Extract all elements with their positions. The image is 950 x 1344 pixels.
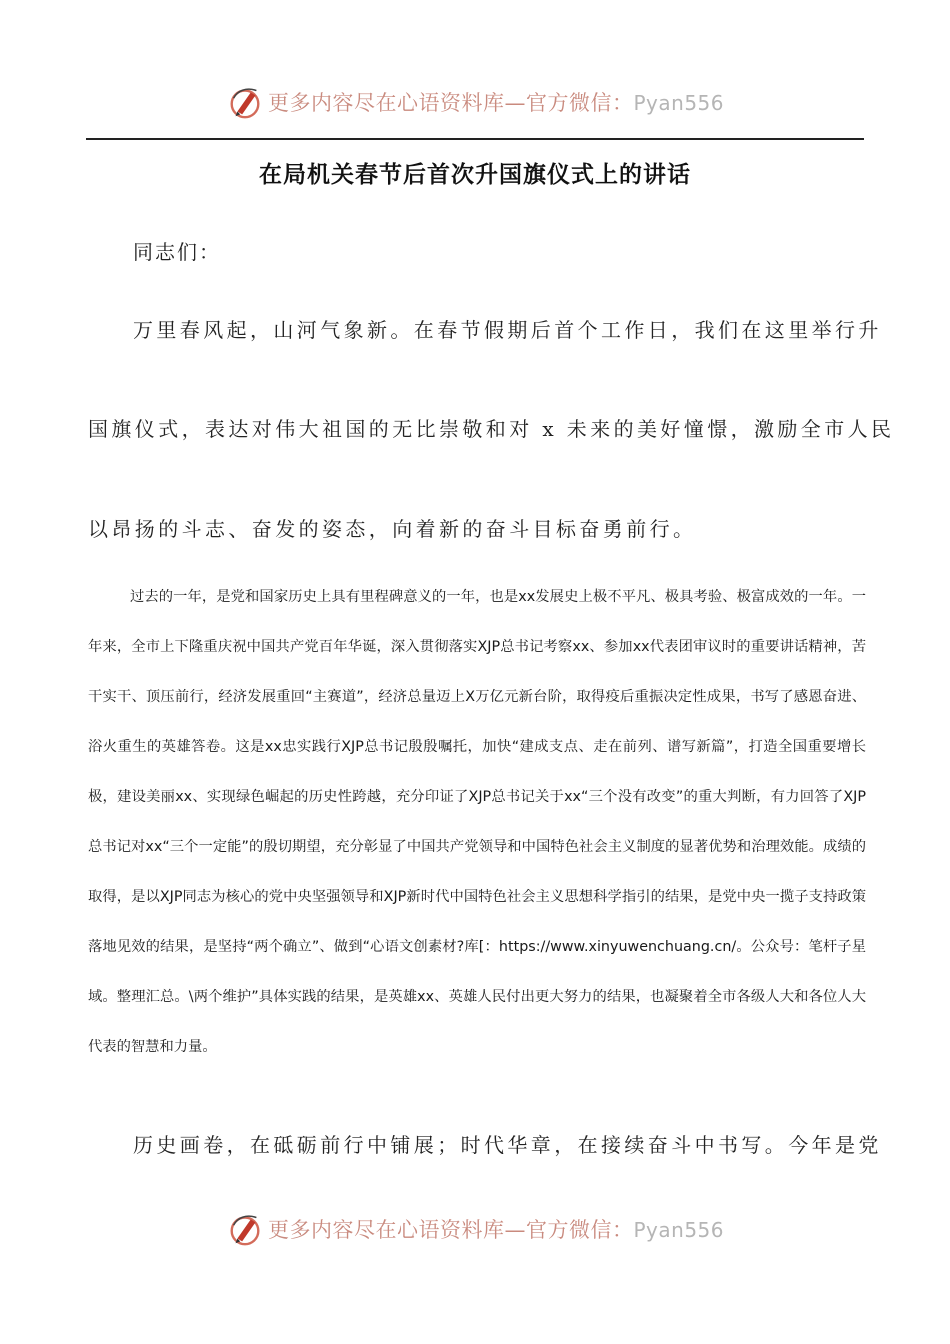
paragraph-1-line-3: 以昂扬的斗志、奋发的姿态，向着新的奋斗目标奋勇前行。 [88, 517, 697, 541]
paragraph-1-line-2: 国旗仪式，表达对伟大祖国的无比崇敬和对 x 未来的美好憧憬，激励全市人民 [88, 417, 895, 441]
salutation: 同志们： [133, 240, 221, 264]
paragraph-2: 过去的一年，是党和国家历史上具有里程碑意义的一年，也是xx发展史上极不平凡、极具考验、极富成效的一年。一年来，全市上下隆重庆祝中国共产党百年华诞，深入贯彻落实XJP总书记考察xx、参加xx代表团审议时的重要讲话精神，苦干实干、顶压前行，经济发展重回“主赛道”，经济总量迈上X万亿元新台阶，取得疫后重振决定性成果，书写了感恩奋进、浴火重生的英雄答卷。这是xx忠实践行XJP总书记殷殷嘱托，加快“建成支点、走在前列、谱写新篇”，打造全国重要增长极，建设美丽xx、实现绿色崛起的历史性跨越，充分印证了XJP总书记关于xx“三个没有改变”的重大判断，有力回答了XJP总书记对xx“三个一定能”的殷切期望，充分彰显了中国共产党领导和中国特色社会主义制度的显著优势和治理效能。成绩的取得，是以XJP同志为核心的党中央坚强领导和XJP新时代中国特色社会主义思想科学指引的结果，是党中央一揽子支持政策落地见效的结果，是坚持“两个确立”、做到“心语文创素材?库[：https://www.xinyuwenchuang.cn/。公众号：笔杆子星域。整理汇总。\两个维护”具体实践的结果，是英雄xx、英雄人民付出更大努力的结果，也凝聚着全市各级人大和各位人大代表的智慧和力量。 [88, 589, 866, 1055]
header-banner-label: 更多内容尽在心语资料库—官方微信： [267, 91, 634, 115]
paragraph-1-line-1: 万里春风起，山河气象新。在春节假期后首个工作日，我们在这里举行升 [133, 318, 882, 342]
pen-nib-logo-icon [226, 1210, 264, 1248]
document-title: 在局机关春节后首次升国旗仪式上的讲话 [259, 162, 691, 188]
footer-wechat-id: Pyan556 [633, 1218, 724, 1242]
pen-nib-logo-icon [226, 83, 264, 121]
header-banner-text [268, 87, 724, 117]
header-divider [86, 138, 864, 140]
footer-banner [0, 1209, 950, 1249]
footer-banner-label: 更多内容尽在心语资料库—官方微信： [267, 1218, 634, 1242]
header-banner [0, 82, 950, 122]
paragraph-3-line-1: 历史画卷，在砥砺前行中铺展；时代华章，在接续奋斗中书写。今年是党 [133, 1133, 882, 1157]
header-wechat-id: Pyan556 [633, 91, 724, 115]
footer-banner-text [268, 1214, 724, 1244]
